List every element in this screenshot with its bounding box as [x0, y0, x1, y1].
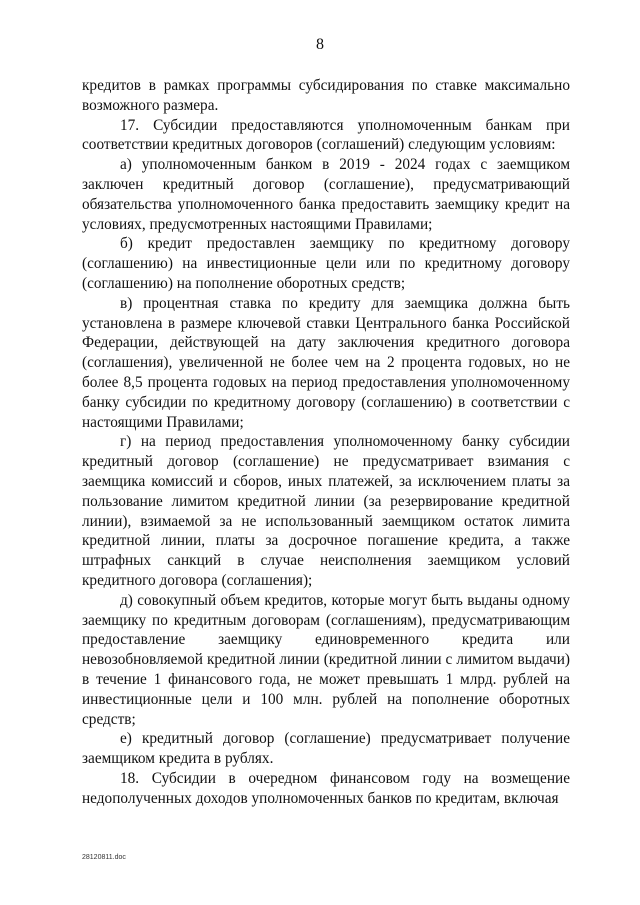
- paragraph-item-d: д) совокупный объем кредитов, которые могут быть выданы одному заемщику по кредитным договорам (соглашениям), предусматривающим предоставление заемщику единовременного кредита или невозобновляемой кредитной линии (кредитной линии с лимитом выдачи) в течение 1 финансового года, не может превышать 1 млрд. рублей на инвестиционные цели и 100 млн. рублей на пополнение оборотных средств;: [82, 591, 570, 728]
- paragraph-item-v: в) процентная ставка по кредиту для заемщика должна быть установлена в размере ключевой ставки Центрального банка Российской Федерации, действующей на дату заключения кредитного договора (соглашения), увеличенной не более чем на 2 процента годовых, но не более 8,5 процента годовых на период предоставления уполномоченному банку субсидии по кредитному договору (соглашению) в соответствии с настоящими Правилами;: [82, 294, 570, 431]
- paragraph-item-g: г) на период предоставления уполномоченному банку субсидии кредитный договор (соглашение) не предусматривает взимания с заемщика комиссий и сборов, иных платежей, за исключением платы за пользование лимитом кредитной линии (за резервирование кредитной линии), взимаемой за не использованный заемщиком остаток лимита кредитной линии, платы за досрочное погашение кредита, а также штрафных санкций в случае неисполнения заемщиком условий кредитного договора (соглашения);: [82, 433, 570, 589]
- paragraph-continuation: кредитов в рамках программы субсидирования по ставке максимально возможного размера.: [82, 77, 570, 114]
- paragraph-clause-18: 18. Субсидии в очередном финансовом году на возмещение недополученных доходов уполномоченных банков по кредитам, включая: [82, 769, 570, 807]
- paragraph-clause-17: 17. Субсидии предоставляются уполномоченным банкам при соответствии кредитных договоров (соглашений) следующим условиям:: [82, 116, 570, 154]
- document-body: [82, 76, 570, 808]
- footer-document-code: 28120811.doc: [82, 854, 126, 861]
- paragraph-item-a: а) уполномоченным банком в 2019 - 2024 годах с заемщиком заключен кредитный договор (соглашение), предусматривающий обязательства уполномоченного банка предоставить заемщику кредит на условиях, предусмотренных настоящими Правилами;: [82, 156, 570, 233]
- page-number: 8: [316, 36, 324, 53]
- paragraph-item-e: е) кредитный договор (соглашение) предусматривает получение заемщиком кредита в рублях.: [82, 730, 570, 768]
- paragraph-item-b: б) кредит предоставлен заемщику по кредитному договору (соглашению) на инвестиционные цели или по кредитному договору (соглашению) на пополнение оборотных средств;: [82, 235, 570, 292]
